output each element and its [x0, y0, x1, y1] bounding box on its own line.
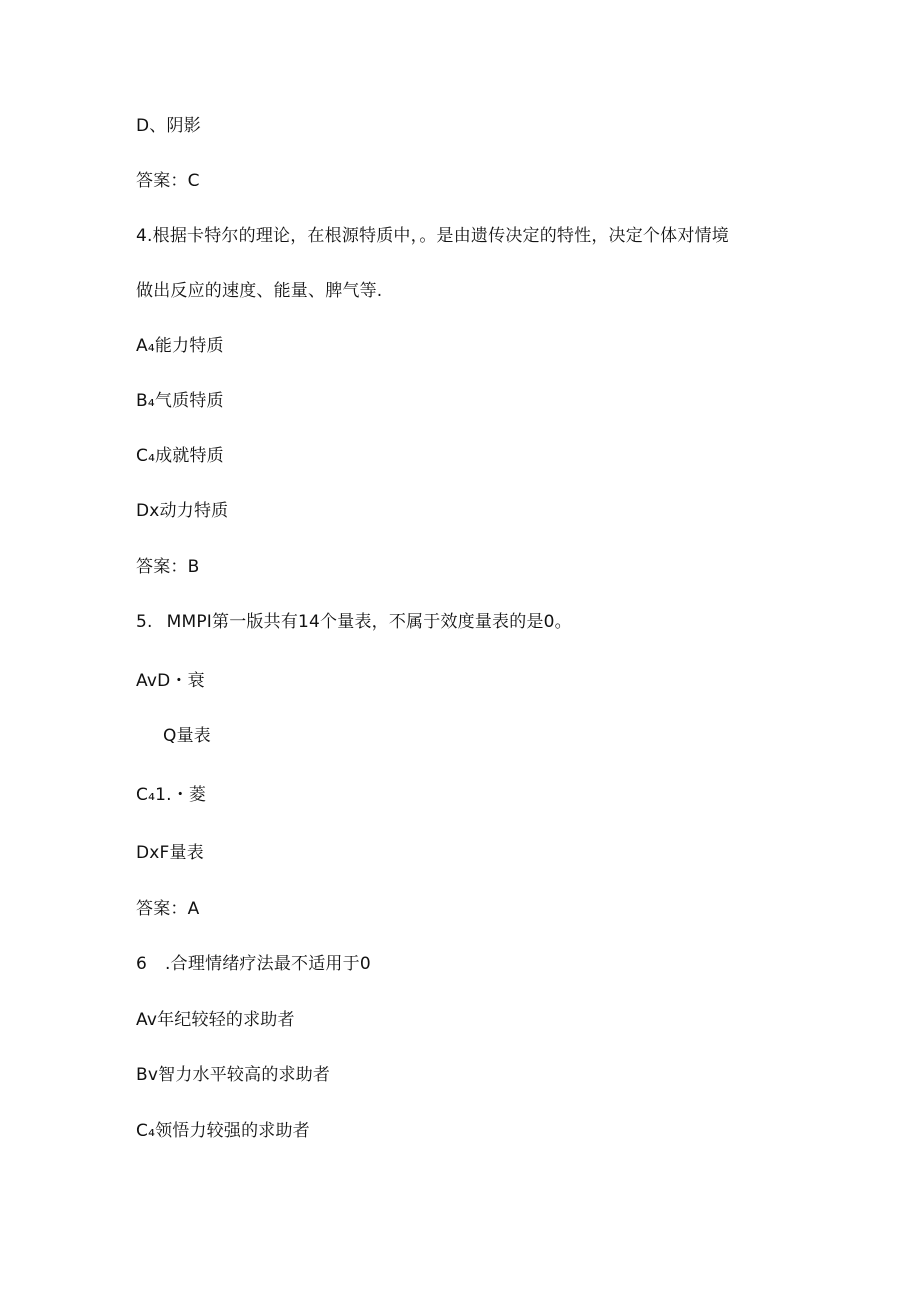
- question-4-line-1: 4.根据卡特尔的理论，在根源特质中，。是由遗传决定的特性，决定个体对情境: [136, 226, 729, 246]
- option-a-q6: Av年纪较轻的求助者: [136, 1010, 295, 1030]
- question-6-number: 6: [136, 954, 148, 974]
- question-5-number: 5.: [136, 612, 153, 632]
- option-c-achievement-trait: C₄成就特质: [136, 446, 224, 466]
- answer-q4: 答案：B: [136, 557, 200, 577]
- option-a-ability-trait: A₄能力特质: [136, 336, 224, 356]
- option-b-q5: Q量表: [163, 726, 211, 746]
- option-d-q5: DxF量表: [136, 843, 204, 863]
- option-d-dynamic-trait: Dx动力特质: [136, 501, 229, 521]
- question-5: [136, 610, 572, 634]
- question-5-text: MMPI第一版共有14个量表，不属于效度量表的是0。: [166, 612, 572, 632]
- question-6-text: .合理情绪疗法最不适用于0: [165, 954, 371, 974]
- option-d-shadow: D、阴影: [136, 116, 201, 136]
- option-b-q6: Bv智力水平较高的求助者: [136, 1065, 331, 1085]
- option-c-q6: C₄领悟力较强的求助者: [136, 1121, 310, 1141]
- answer-q3: 答案：C: [136, 171, 200, 191]
- question-6: [136, 952, 371, 976]
- option-a-q5: AvD・衰: [136, 671, 205, 691]
- answer-q5: 答案：A: [136, 899, 200, 919]
- option-c-q5: C₄1.・菱: [136, 785, 207, 805]
- option-b-temperament-trait: B₄气质特质: [136, 391, 224, 411]
- question-4-line-2: 做出反应的速度、能量、脾气等.: [136, 281, 383, 301]
